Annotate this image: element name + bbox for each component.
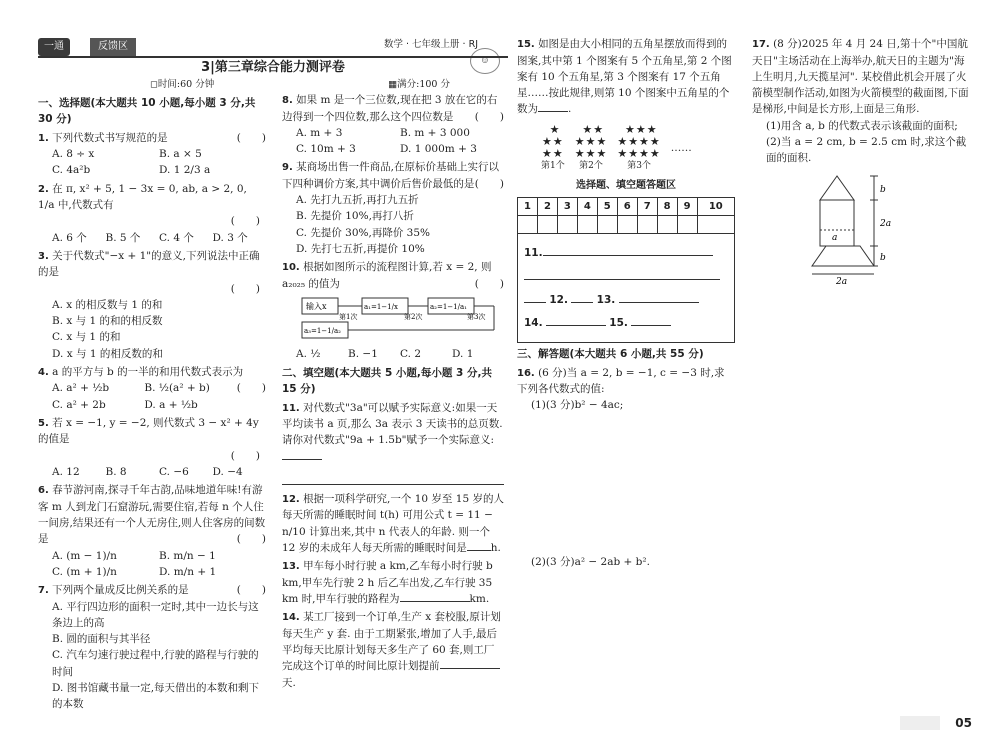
grid-cell-7[interactable] bbox=[637, 216, 657, 234]
q16-part2: (2)(3 分)a² − 2ab + b². bbox=[531, 555, 650, 568]
option-c: C. −6 bbox=[159, 466, 189, 479]
grid-header-1: 1 bbox=[518, 198, 538, 216]
question-17: 17. (8 分)2025 年 4 月 24 日,第十个"中国航天日"主场活动在上海举办,航天日的主题为"海上生明月,九天揽星河". 某校借此机会开展了火箭模型制作活动,如图为火箭模型的截面图,下面是梯形,中间是长方形,上面是三角形. (1)用含 a, b 的代数式表示该截面的面积; (2)当 a = 2 cm, b = 2.5 cm 时,求这个截面的面积. b 2a a b 2a bbox=[752, 36, 974, 280]
option-a: A. x 的相反数与 1 的和 bbox=[52, 298, 163, 311]
option-c: C. x 与 1 的和 bbox=[52, 331, 121, 344]
question-15: 15. 如图是由大小相同的五角星摆放而得到的图案,其中第 1 个图案有 5 个五角星,第 2 个图案有 10 个五角星,第 3 个图案有 17 个五角星……按此规律,则第 10 个图案中五角星的个数为 . ★ ★★ ★★ 第1个 ★★ ★★★ ★★★ 第2个 ★★★ ★★★★ ★★★★ 第3个 …… bbox=[517, 36, 735, 174]
grid-header-9: 9 bbox=[677, 198, 697, 216]
star-icon: ★ ★★ ★★ bbox=[542, 122, 564, 160]
question-7: 7. 下列两个量成反比例关系的是 ( ) A. 平行四边形的面积一定时,其中一边长与这条边上的高 B. 圆的面积与其半径 C. 汽车匀速行驶过程中,行驶的路程与行驶的时间 D. 图书馆藏书量一定,每天借出的本数和剩下的本数 bbox=[38, 582, 266, 712]
question-16: 16. (6 分)当 a = 2, b = −1, c = −3 时,求下列各代数式的值: (1)(3 分)b² − 4ac; (2)(3 分)a² − 2ab + b². bbox=[517, 365, 735, 570]
option-a: A. a² + ½b bbox=[52, 382, 110, 395]
grid-cell-5[interactable] bbox=[597, 216, 617, 234]
flow-step2-label: 第2次 bbox=[404, 312, 423, 321]
flow-input-label: 输入x bbox=[306, 301, 327, 311]
grid-cell-10[interactable] bbox=[697, 216, 734, 234]
q17-part2: (2)当 a = 2 cm, b = 2.5 cm 时,求这个截面的面积. bbox=[766, 135, 967, 165]
footer-logo bbox=[900, 716, 940, 730]
question-6: 6. 春节游河南,探寻千年古韵,品味地道年味!有游客 m 人到龙门石窟游玩,需要住宿,若每 n 个人住一间房,结果还有一个人无房住,则人住客房的间数是 ( ) A. (m − 1)/n B. m/n − 1 C. (m + 1)/n D. m/n + 1 bbox=[38, 482, 266, 580]
option-d: D. 3 个 bbox=[212, 231, 248, 244]
feedback-tag[interactable]: 反馈区 bbox=[90, 38, 136, 56]
page-number: 05 bbox=[955, 716, 972, 730]
answer-line-11[interactable] bbox=[282, 469, 504, 485]
star-icon: ★★★ ★★★★ ★★★★ bbox=[617, 122, 661, 160]
column-3 bbox=[517, 36, 735, 572]
grid-header-6: 6 bbox=[617, 198, 637, 216]
flow-step1-label: 第1次 bbox=[339, 312, 358, 321]
question-1: 1. 下列代数式书写规范的是 ( ) A. 8 ÷ x B. a × 5 C. 4a²b D. 1 2/3 a bbox=[38, 130, 266, 179]
star-icon: ★★ ★★★ ★★★ bbox=[574, 122, 608, 160]
star-pattern: ★ ★★ ★★ 第1个 ★★ ★★★ ★★★ 第2个 ★★★ ★★★★ ★★★★ 第3个 …… bbox=[541, 124, 735, 174]
option-b: B. m/n − 1 bbox=[159, 549, 216, 562]
grid-cell-8[interactable] bbox=[657, 216, 677, 234]
option-c: C. (m + 1)/n bbox=[52, 565, 117, 578]
answer-grid bbox=[517, 197, 735, 234]
option-d: D. x 与 1 的相反数的和 bbox=[52, 347, 163, 360]
option-d: D. 1 bbox=[452, 347, 474, 360]
book-label: 数学 · 七年级上册 · RJ bbox=[383, 39, 478, 50]
grid-cell-3[interactable] bbox=[557, 216, 577, 234]
option-a: A. 平行四边形的面积一定时,其中一边长与这条边上的高 bbox=[52, 600, 259, 629]
answer-11[interactable]: 11. bbox=[524, 245, 728, 261]
q17-part1: (1)用含 a, b 的代数式表示该截面的面积; bbox=[766, 119, 958, 132]
label-b-bottom: b bbox=[880, 253, 886, 264]
pattern-3: ★★★ ★★★★ ★★★★ 第3个 bbox=[617, 122, 661, 171]
grid-header-3: 3 bbox=[557, 198, 577, 216]
option-a: A. ½ bbox=[296, 347, 321, 360]
grid-header-4: 4 bbox=[577, 198, 597, 216]
mascot-icon: ☺ bbox=[470, 48, 500, 74]
column-4 bbox=[752, 36, 974, 288]
label-a-mid: a bbox=[832, 233, 838, 244]
time-label: ◻时间:60 分钟 bbox=[150, 79, 215, 90]
q16-part1: (1)(3 分)b² − 4ac; bbox=[531, 399, 624, 412]
option-b: B. 先提价 10%,再打八折 bbox=[296, 210, 414, 223]
option-c: C. 4a²b bbox=[52, 164, 91, 177]
option-d: D. 1 000m + 3 bbox=[400, 143, 477, 156]
page-title: 3|第三章综合能力测评卷 bbox=[201, 60, 345, 75]
grid-header-10: 10 bbox=[697, 198, 734, 216]
section-choice: 一、选择题(本大题共 10 小题,每小题 3 分,共 30 分) bbox=[38, 97, 256, 126]
option-a: A. (m − 1)/n bbox=[52, 549, 117, 562]
question-3: 3. 关于代数式"−x + 1"的意义,下列说法中正确的是 ( ) A. x 的相反数与 1 的和 B. x 与 1 的和的相反数 C. x 与 1 的和 D. x 与 1 的相反数的和 bbox=[38, 248, 266, 362]
column-2 bbox=[282, 92, 504, 693]
fill-answer-box: 11. 12. 13. 14. 15. bbox=[517, 234, 735, 343]
question-14: 14. 某工厂接到一个订单,生产 x 套校服,原计划每天生产 y 套. 由于工期紧张,增加了人手,最后平均每天比原计划每天多生产了 60 套,则工厂完成这个订单的时间比原计划提前天. bbox=[282, 611, 501, 689]
score-label: ▦满分:100 分 bbox=[388, 79, 450, 90]
grid-header-2: 2 bbox=[537, 198, 557, 216]
grid-cell-6[interactable] bbox=[617, 216, 637, 234]
flow-box-2-label: a₂=1−1/a₁ bbox=[430, 302, 467, 311]
option-a: A. 12 bbox=[52, 466, 80, 479]
option-a: A. 先打九五折,再打九五折 bbox=[296, 194, 419, 207]
option-d: D. 1 2/3 a bbox=[159, 164, 211, 177]
option-c: C. 10m + 3 bbox=[296, 143, 356, 156]
brand-tag: 一通 bbox=[38, 38, 70, 56]
answer-area-title: 选择题、填空题答题区 bbox=[576, 179, 676, 191]
label-b-top: b bbox=[880, 185, 886, 196]
option-d: D. 图书馆藏书量一定,每天借出的本数和剩下的本数 bbox=[52, 681, 260, 711]
section-fill: 二、填空题(本大题共 5 小题,每小题 3 分,共 15 分) bbox=[282, 367, 493, 396]
option-c: C. 2 bbox=[400, 347, 422, 360]
grid-cell-2[interactable] bbox=[537, 216, 557, 234]
option-a: A. 6 个 bbox=[52, 231, 87, 244]
option-a: A. 8 ÷ x bbox=[52, 148, 95, 161]
section-solve: 三、解答题(本大题共 6 小题,共 55 分) bbox=[517, 348, 704, 361]
grid-header-8: 8 bbox=[657, 198, 677, 216]
option-b: B. a × 5 bbox=[159, 148, 202, 161]
question-4: 4. a 的平方与 b 的一半的和用代数式表示为 ( ) A. a² + ½b B. ½(a² + b) C. a² + 2b D. a + ½b bbox=[38, 364, 266, 413]
option-c: C. a² + 2b bbox=[52, 398, 106, 411]
label-2a-side: 2a bbox=[880, 219, 892, 230]
option-b: B. 8 bbox=[105, 466, 127, 479]
header-bar bbox=[38, 38, 508, 56]
pattern-1: ★ ★★ ★★ 第1个 bbox=[541, 122, 565, 171]
option-b: B. ½(a² + b) bbox=[144, 382, 210, 395]
question-9: 9. 某商场出售一件商品,在原标价基础上实行以下四种调价方案,其中调价后售价最低的是 ( ) A. 先打九五折,再打九五折 B. 先提价 10%,再打八折 C. 先提价 30%,再降价 35% D. 先打七五折,再提价 10% bbox=[282, 159, 504, 257]
grid-cell-4[interactable] bbox=[577, 216, 597, 234]
option-c: C. 4 个 bbox=[159, 231, 194, 244]
option-b: B. 圆的面积与其半径 bbox=[52, 633, 151, 646]
question-2: 2. 在 π, x² + 5, 1 − 3x = 0, ab, a > 2, 0, 1/a 中,代数式有 ( ) A. 6 个 B. 5 个 C. 4 个 D. 3 个 bbox=[38, 181, 266, 246]
flow-box-3-label: a₃=1−1/a₂ bbox=[304, 326, 341, 335]
question-10: 10. 根据如图所示的流程图计算,若 x = 2, 则 a₂₀₂₅ 的值为 ( ) 输入x 第1次 a₁=1−1/x 第2次 a₂=1−1/a₁ 第3次 a₃=1−1/a₂ A. ½ B. −1 C. 2 D. 1 bbox=[282, 259, 504, 362]
grid-cell-9[interactable] bbox=[677, 216, 697, 234]
question-5: 5. 若 x = −1, y = −2, 则代数式 3 − x² + 4y 的值是 ( ) A. 12 B. 8 C. −6 D. −4 bbox=[38, 415, 266, 480]
question-13: 13. 甲车每小时行驶 a km,乙车每小时行驶 b km,甲车先行驶 2 h 后乙车出发,乙车行驶 35 km 时,甲车行驶的路程为 km. bbox=[282, 560, 493, 606]
option-b: B. x 与 1 的和的相反数 bbox=[52, 315, 163, 328]
option-d: D. a + ½b bbox=[144, 398, 198, 411]
flowchart bbox=[282, 294, 504, 344]
option-a: A. m + 3 bbox=[296, 126, 343, 139]
rocket-figure bbox=[812, 170, 932, 288]
exam-meta bbox=[150, 78, 450, 93]
flow-box-1-label: a₁=1−1/x bbox=[364, 302, 398, 311]
question-11: 11. 对代数式"3a"可以赋予实际意义:如果一天平均读书 a 页,那么 3a 表示 3 天读书的总页数. 请你对代数式"9a + 1.5b"赋予一个实际意义: bbox=[282, 400, 504, 485]
grid-cell-1[interactable] bbox=[518, 216, 538, 234]
option-b: B. 5 个 bbox=[105, 231, 141, 244]
option-d: D. −4 bbox=[212, 466, 243, 479]
grid-header-5: 5 bbox=[597, 198, 617, 216]
option-d: D. m/n + 1 bbox=[159, 565, 217, 578]
option-c: C. 汽车匀速行驶过程中,行驶的路程与行驶的时间 bbox=[52, 649, 259, 678]
flow-step3-label: 第3次 bbox=[467, 312, 486, 321]
option-d: D. 先打七五折,再提价 10% bbox=[296, 242, 425, 255]
label-2a-base: 2a bbox=[836, 277, 848, 288]
question-8: 8. 如果 m 是一个三位数,现在把 3 放在它的右边得到一个四位数,那么这个四位数是 ( ) A. m + 3 B. m + 3 000 C. 10m + 3 D. 1 000m + 3 bbox=[282, 92, 504, 157]
option-c: C. 先提价 30%,再降价 35% bbox=[296, 226, 431, 239]
pattern-2: ★★ ★★★ ★★★ 第2个 bbox=[574, 122, 608, 171]
option-b: B. m + 3 000 bbox=[400, 126, 470, 139]
grid-header-7: 7 bbox=[637, 198, 657, 216]
option-b: B. −1 bbox=[348, 347, 378, 360]
column-1 bbox=[38, 92, 266, 714]
q16-answer-space-1[interactable] bbox=[517, 414, 735, 554]
question-12: 12. 根据一项科学研究,一个 10 岁至 15 岁的人每天所需的睡眠时间 t(h) 可用公式 t = 11 − n/10 计算出来,其中 n 代表人的年龄. 则一个 12 岁的未成年人每天所需的睡眠时间是 h. bbox=[282, 492, 504, 555]
